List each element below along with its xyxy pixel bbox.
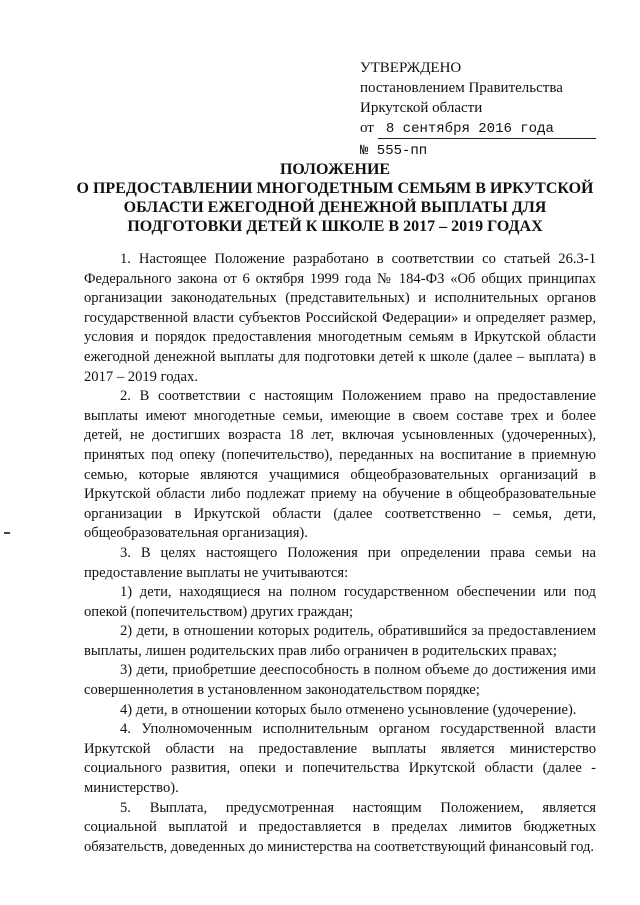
scan-margin-mark <box>4 532 10 534</box>
paragraph-2: 2. В соответствии с настоящим Положением право на предоставление выплаты имеют многодетные семьи, имеющие в своем составе трех и более детей, не достигших возраста 18 лет, включая усыновленных (удочеренных), принятых под опеку (попечительство), переданных на воспитание в приемную семью, которые являются учащимися общеобразовательных организаций в Иркутской области либо подлежат приему на обучение в общеобразовательные организации в Иркутской области (далее соответственно – семья, дети, общеобразовательная организация). <box>84 388 596 542</box>
title-line-2: О ПРЕДОСТАВЛЕНИИ МНОГОДЕТНЫМ СЕМЬЯМ В ИРКУТСКОЙ <box>76 180 594 197</box>
paragraph-3-item-3: 3) дети, приобретшие дееспособность в полном объеме до достижения ими совершеннолетия в установленном законодательством порядке; <box>84 662 596 699</box>
approval-number: № 555-пп <box>360 143 428 159</box>
title-line-4: ПОДГОТОВКИ ДЕТЕЙ К ШКОЛЕ В 2017 – 2019 ГОДАХ <box>127 218 543 235</box>
approval-stamp: УТВЕРЖДЕНО <box>360 60 462 76</box>
paragraph-3-item-2: 2) дети, в отношении которых родитель, обратившийся за предоставлением выплаты, лишен родительских прав либо ограничен в родительских правах; <box>84 623 596 659</box>
date-prefix: от <box>360 120 374 136</box>
paragraph-5: 5. Выплата, предусмотренная настоящим Положением, является социальной выплатой и предоставляется в пределах лимитов бюджетных обязательств, доведенных до министерства на соответствующий финансовый год. <box>84 799 596 855</box>
paragraph-3-item-1: 1) дети, находящиеся на полном государственном обеспечении или под опекой (попечительством) других граждан; <box>84 584 596 620</box>
document-title <box>70 160 600 236</box>
document-body <box>84 250 596 857</box>
paragraph-4: 4. Уполномоченным исполнительным органом государственной власти Иркутской области на предоставление выплаты является министерство социального развития, опеки и попечительства Иркутской области (далее - министерство). <box>84 721 596 797</box>
approval-line-1: постановлением Правительства <box>360 80 563 96</box>
title-line-3: ОБЛАСТИ ЕЖЕГОДНОЙ ДЕНЕЖНОЙ ВЫПЛАТЫ ДЛЯ <box>123 199 547 216</box>
title-line-1: ПОЛОЖЕНИЕ <box>279 161 391 178</box>
paragraph-3: 3. В целях настоящего Положения при определении права семьи на предоставление выплаты не учитываются: <box>84 544 596 581</box>
paragraph-1: 1. Настоящее Положение разработано в соответствии со статьей 26.3-1 Федерального закона от 6 октября 1999 года № 184-ФЗ «Об общих принципах организации законодательных (представительных) и исполнительных органов государственной власти субъектов Российской Федерации» и определяет размер, условия и порядок предоставления многодетным семьям в Иркутской области ежегодной денежной выплаты для подготовки детей к школе (далее – выплата) в 2017 – 2019 годах. <box>84 251 596 385</box>
approval-date: 8 сентября 2016 года <box>378 120 596 139</box>
paragraph-3-item-4: 4) дети, в отношении которых было отменено усыновление (удочерение). <box>120 701 577 718</box>
approval-block <box>360 58 600 161</box>
approval-date-line <box>360 118 600 139</box>
approval-line-2: Иркутской области <box>360 100 483 116</box>
